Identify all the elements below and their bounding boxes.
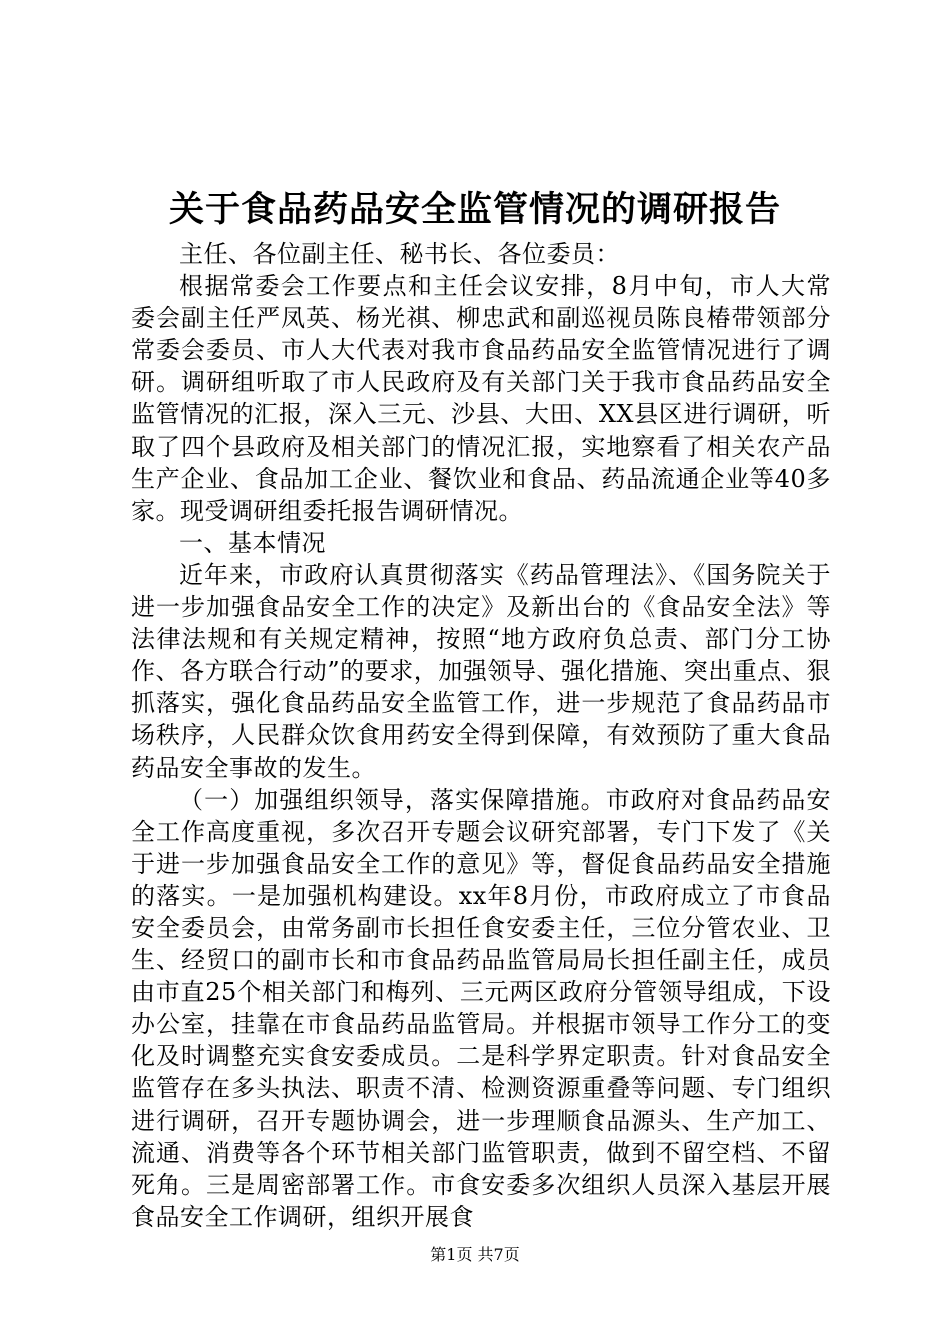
document-body [131,238,831,1233]
intro-paragraph: 根据常委会工作要点和主任会议安排，8月中旬，市人大常委会副主任严凤英、杨光祺、柳忠武和副巡视员陈良椿带领部分常委会委员、市人大代表对我市食品药品安全监管情况进行了调研。调研组听取了市人民政府及有关部门关于我市食品药品安全监管情况的汇报，深入三元、沙县、大田、XX县区进行调研，听取了四个县政府及相关部门的情况汇报，实地察看了相关农产品生产企业、食品加工企业、餐饮业和食品、药品流通企业等40多家。现受调研组委托报告调研情况。 [131,272,831,525]
salutation-paragraph: 主任、各位副主任、秘书长、各位委员： [179,240,620,268]
subsection-paragraph: （一）加强组织领导，落实保障措施。市政府对食品药品安全工作高度重视，多次召开专题会议研究部署，专门下发了《关于进一步加强食品安全工作的意见》等，督促食品药品安全措施的落实。一是加强机构建设。xx年8月份，市政府成立了市食品安全委员会，由常务副市长担任食安委主任，三位分管农业、卫生、经贸口的副市长和市食品药品监管局局长担任副主任，成员由市直25个相关部门和梅列、三元两区政府分管领导组成，下设办公室，挂靠在市食品药品监管局。并根据市领导工作分工的变化及时调整充实食安委成员。二是科学界定职责。针对食品安全监管存在多头执法、职责不清、检测资源重叠等问题、专门组织进行调研，召开专题协调会，进一步理顺食品源头、生产加工、流通、消费等各个环节相关部门监管职责，做到不留空档、不留死角。三是周密部署工作。市食安委多次组织人员深入基层开展食品安全工作调研，组织开展食 [131,785,831,1231]
section-heading: 一、基本情况 [179,528,326,557]
document-title: 关于食品药品安全监管情况的调研报告 [168,189,781,230]
page-footer: 第1页 共7页 [430,1245,520,1264]
overview-paragraph: 近年来，市政府认真贯彻落实《药品管理法》、《国务院关于进一步加强食品安全工作的决定》及新出台的《食品安全法》等法律法规和有关规定精神，按照“地方政府负总责、部门分工协作、各方联合行动”的要求，加强领导、强化措施、突出重点、狠抓落实，强化食品药品安全监管工作，进一步规范了食品药品市场秩序，人民群众饮食用药安全得到保障，有效预防了重大食品药品安全事故的发生。 [131,560,831,782]
